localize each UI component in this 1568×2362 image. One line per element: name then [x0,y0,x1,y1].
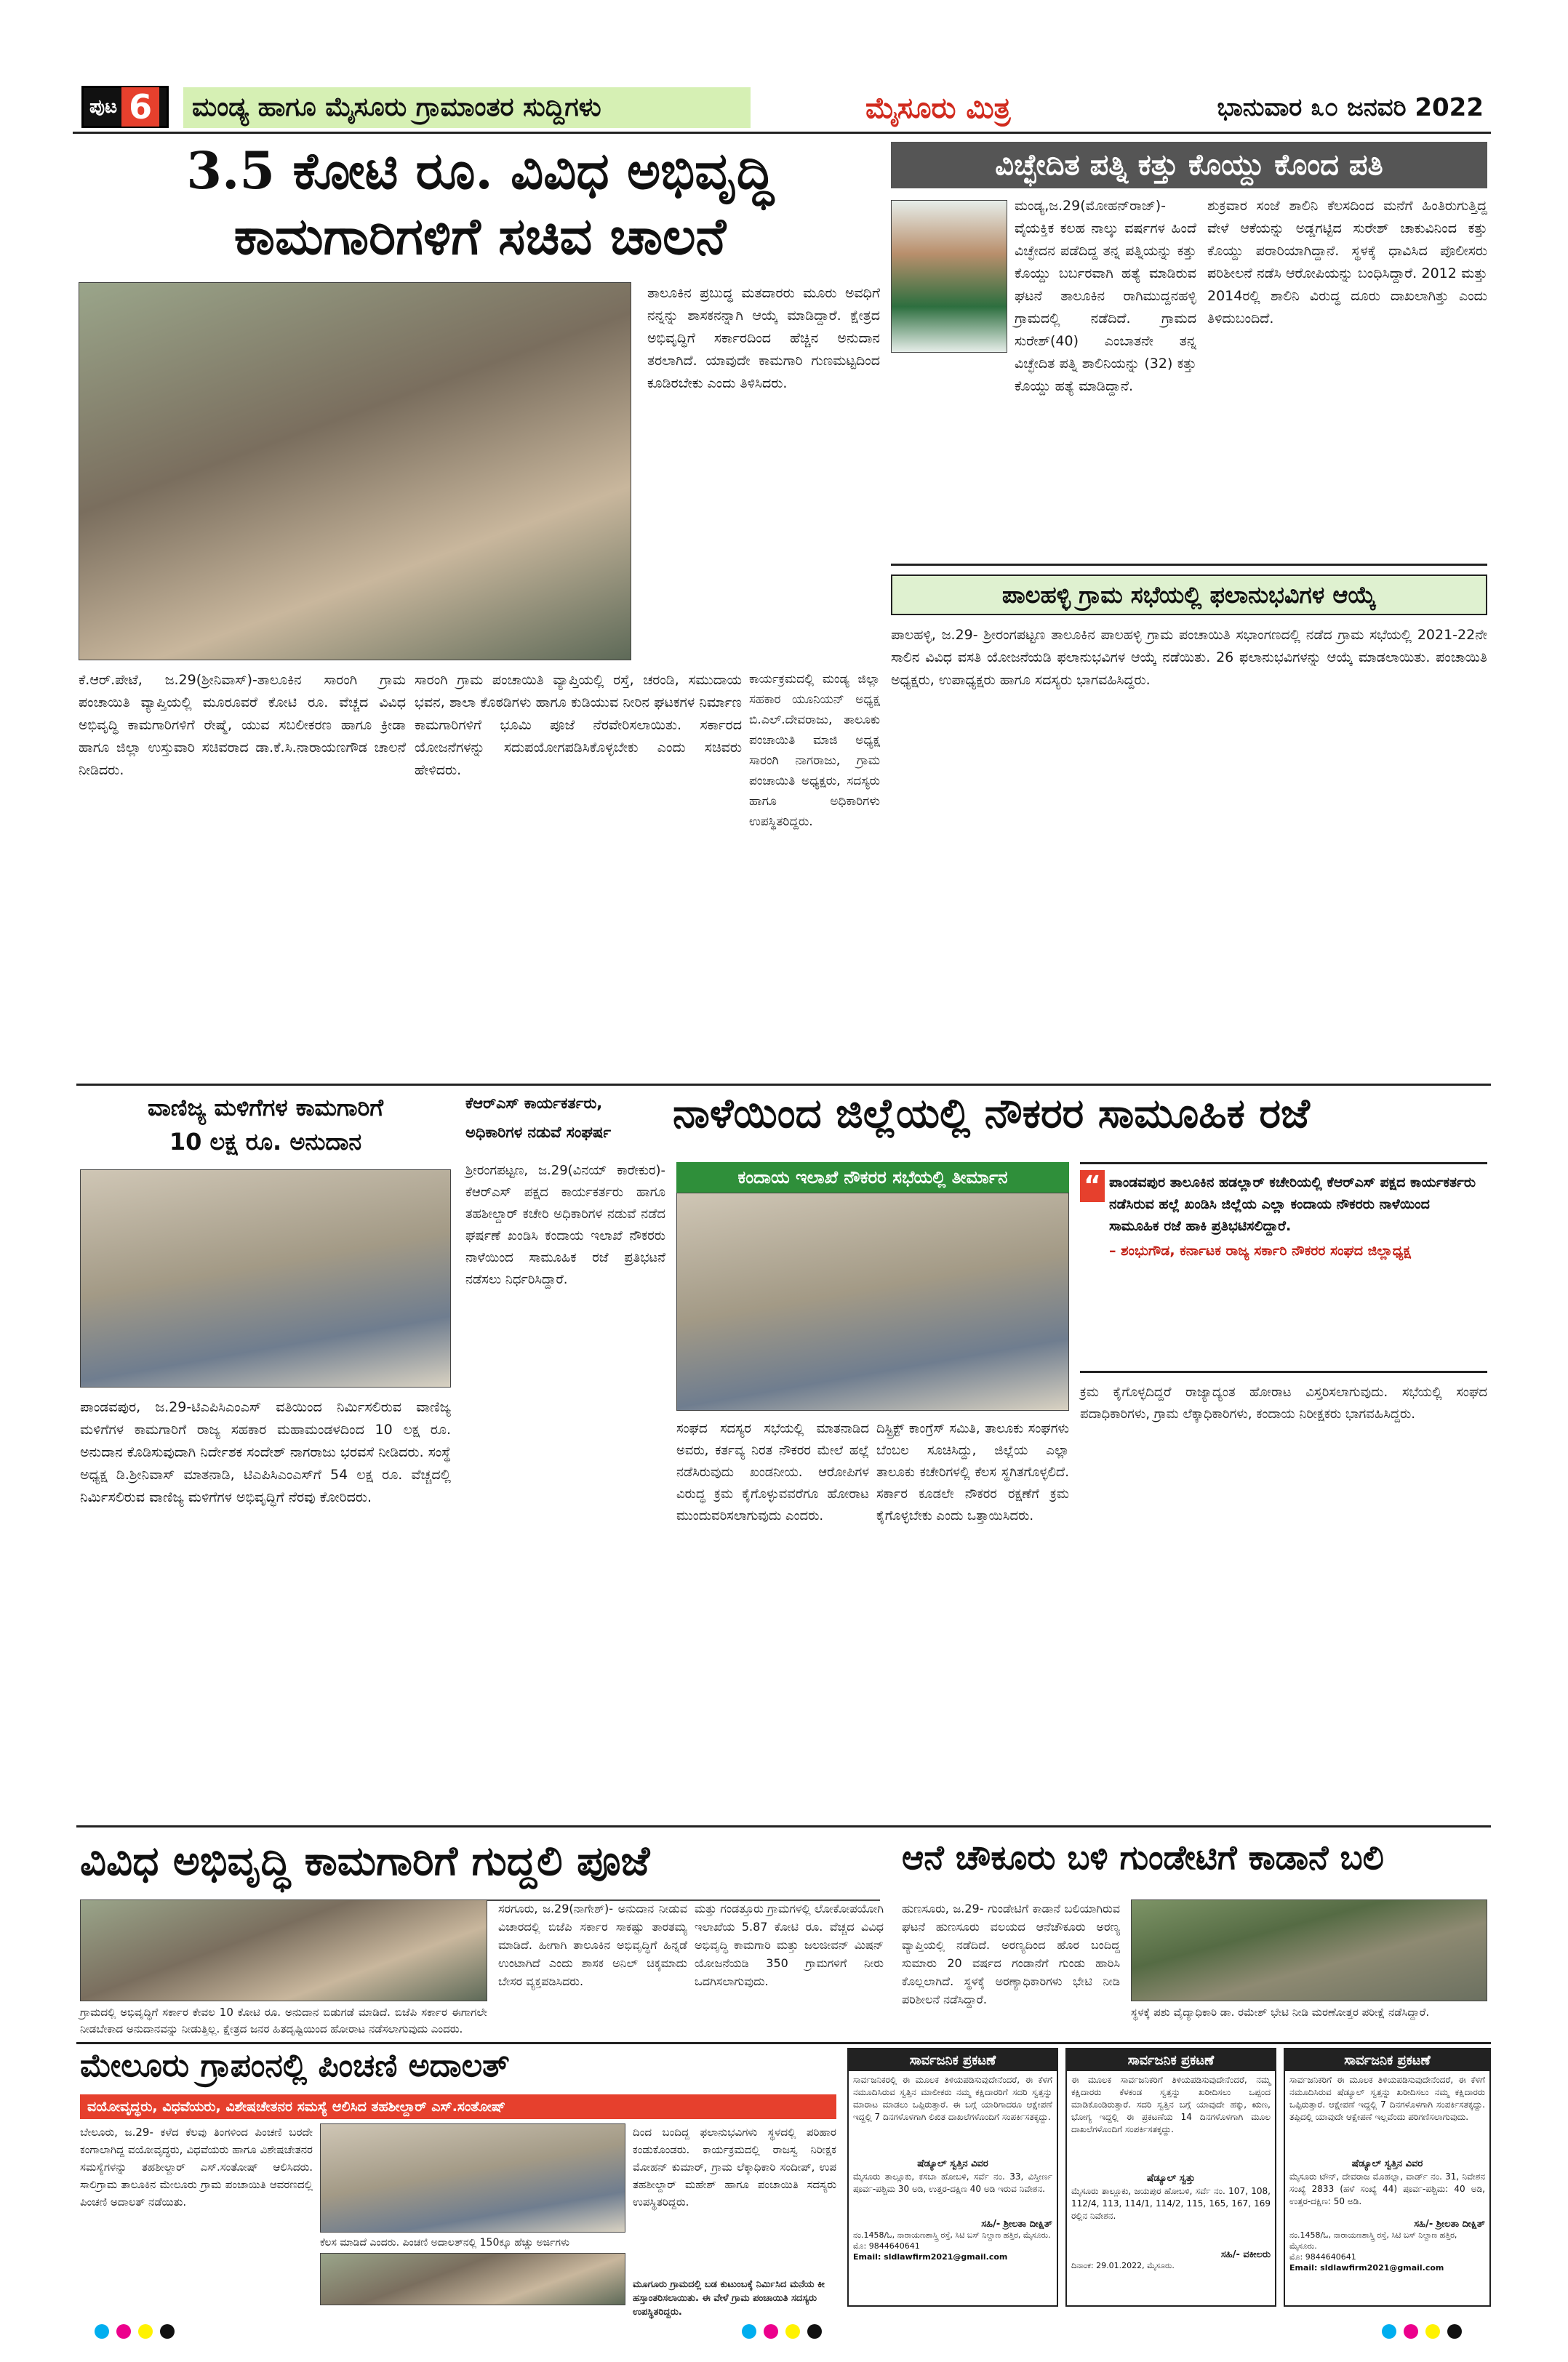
story5-col1: ಶ್ರೀರಂಗಪಟ್ಟಣ, ಜ.29(ವಿನಯ್ ಕಾರೇಕುರ)- ಕೆಆರ್‌ಎಸ್ ಪಕ್ಷದ ಕಾರ್ಯಕರ್ತರು ಹಾಗೂ ತಹಶೀಲ್ದಾರ್ ಕಚೇರಿ ಅಧಿಕಾರಿಗಳ ನಡುವೆ ನಡೆದ ಘರ್ಷಣೆ ಖಂಡಿಸಿ ಕಂದಾಯ ಇಲಾಖೆ ನೌಕರರು ನಾಳೆಯಿಂದ ಸಾಮೂಹಿಕ ರಜೆ ಪ್ರತಿಭಟನೆ ನಡೆಸಲು ನಿರ್ಧರಿಸಿದ್ದಾರೆ. [465,1163,665,1287]
quote-mark-icon: “ [1080,1170,1105,1202]
notice-1-email: Email: sldlawfirm2021@gmail.com [853,2252,1008,2262]
notice-3-mobile: ಮೊ: 9844640641 [1289,2252,1356,2262]
story4-headline-line1: ವಾಣಿಜ್ಯ ಮಳಿಗೆಗಳ ಕಾಮಗಾರಿಗೆ [147,1094,384,1121]
notice-2-body: ಈ ಮೂಲಕ ಸಾರ್ವಜನಿಕರಿಗೆ ತಿಳಿಯಪಡಿಸುವುದೇನೆಂದರೆ, ನಮ್ಮ ಕಕ್ಷಿದಾರರು ಕೆಳಕಂಡ ಸ್ವತ್ತನ್ನು ಖರೀದಿಸಲು ಒಪ್ಪಂದ ಮಾಡಿಕೊಂಡಿರುತ್ತಾರೆ. ಸದರಿ ಸ್ವತ್ತಿನ ಬಗ್ಗೆ ಯಾವುದೇ ಹಕ್ಕು, ಋಣ, ಭೋಗ್ಯ ಇದ್ದಲ್ಲಿ ಈ ಪ್ರಕಟಣೆಯ 14 ದಿನಗಳೊಳಗಾಗಿ ಮೂಲ ದಾಖಲೆಗಳೊಂದಿಗೆ ಸಂಪರ್ಕಿಸತಕ್ಕದ್ದು. [1071,2075,1271,2134]
story6-col2: ಮತ್ತು ಗಂಡತ್ತೂರು ಗ್ರಾಮಗಳಲ್ಲಿ ಲೋಕೋಪಯೋಗಿ ಇಲಾಖೆಯ 5.87 ಕೋಟಿ ರೂ. ವೆಚ್ಚದ ವಿವಿಧ ಅಭಿವೃದ್ಧಿ ಕಾಮಗಾರಿ ಮತ್ತು ಜಲಜೀವನ್ ಮಿಷನ್ ಯೋಜನೆಯಡಿ 350 ಗ್ರಾಮಗಳಿಗೆ ನೀರು ಒದಗಿಸಲಾಗುವುದು. [695,1902,884,1988]
story6-col3: ಗ್ರಾಮದಲ್ಲಿ ಅಭಿವೃದ್ಧಿಗೆ ಸರ್ಕಾರ ಕೇವಲ 10 ಕೋಟಿ ರೂ. ಅನುದಾನ ಬಿಡುಗಡೆ ಮಾಡಿದೆ. ಬಿಜೆಪಿ ಸರ್ಕಾರ ಈಗಾಗಲೇ ನೀಡಬೇಕಾದ ಅನುದಾನವನ್ನು ನೀಡುತ್ತಿಲ್ಲ. ಕ್ಷೇತ್ರದ ಜನರ ಹಿತದೃಷ್ಟಿಯಿಂದ ಹೋರಾಟ ನಡೆಸಲಾಗುವುದು ಎಂದರು. [80,2006,487,2035]
story5-photo [676,1193,1069,1411]
notice-2-signature: ಸಹಿ/- ವಕೀಲರು [1220,2249,1271,2260]
story6-col1: ಸರಗೂರು, ಜ.29(ನಾಗೇಶ್)- ಅನುದಾನ ನೀಡುವ ವಿಚಾರದಲ್ಲಿ ಬಿಜೆಪಿ ಸರ್ಕಾರ ಸಾಕಷ್ಟು ತಾರತಮ್ಯ ಮಾಡಿದೆ. ಹೀಗಾಗಿ ತಾಲೂಕಿನ ಅಭಿವೃದ್ಧಿಗೆ ಹಿನ್ನಡೆ ಉಂಟಾಗಿದೆ ಎಂದು ಶಾಸಕ ಅನಿಲ್ ಚಿಕ್ಕಮಾದು ಬೇಸರ ವ್ಯಕ್ತಪಡಿಸಿದರು. [498,1902,687,1988]
notice-3-body: ಸಾರ್ವಜನಿಕರಿಗೆ ಈ ಮೂಲಕ ತಿಳಿಯಪಡಿಸುವುದೇನೆಂದರೆ, ಈ ಕೆಳಗೆ ನಮೂದಿಸಿರುವ ಷೆಡ್ಯೂಲ್ ಸ್ವತ್ತನ್ನು ಖರೀದಿಸಲು ನಮ್ಮ ಕಕ್ಷಿದಾರರು ಒಪ್ಪಿರುತ್ತಾರೆ. ಆಕ್ಷೇಪಣೆ ಇದ್ದಲ್ಲಿ 7 ದಿನಗಳೊಳಗಾಗಿ ಸಂಪರ್ಕಿಸತಕ್ಕದ್ದು. ತಪ್ಪಿದಲ್ಲಿ ಯಾವುದೇ ಆಕ್ಷೇಪಣೆ ಇಲ್ಲವೆಂದು ಪರಿಗಣಿಸಲಾಗುವುದು. [1289,2075,1485,2122]
story4-photo [80,1169,451,1388]
story1-caption: ಕೆ.ಆರ್.ಪೇಟೆ, ಜ.29(ಶ್ರೀನಿವಾಸ್)-ತಾಲೂಕಿನ ಸಾರಂಗಿ ಗ್ರಾಮ ಪಂಚಾಯಿತಿ ವ್ಯಾಪ್ತಿಯಲ್ಲಿ ಮೂರೂವರೆ ಕೋಟಿ ರೂ. ವೆಚ್ಚದ ವಿವಿಧ ಅಭಿವೃದ್ಧಿ ಕಾಮಗಾರಿಗಳಿಗೆ ರೇಷ್ಮೆ, ಯುವ ಸಬಲೀಕರಣ ಹಾಗೂ ಕ್ರೀಡಾ ಹಾಗೂ ಜಿಲ್ಲಾ ಉಸ್ತುವಾರಿ ಸಚಿವರಾದ ಡಾ.ಕೆ.ಸಿ.ನಾರಾಯಣಗೌಡ ಚಾಲನೆ ನೀಡಿದರು. [79,672,406,778]
notice-3-schedule: ಷೆಡ್ಯೂಲ್ ಸ್ವತ್ತಿನ ವಿವರ [1351,2158,1423,2169]
story8-caption2: ಮೂಗೂರು ಗ್ರಾಮದಲ್ಲಿ ಬಡ ಕುಟುಂಬಕ್ಕೆ ನಿರ್ಮಿಸಿದ ಮನೆಯ ಕೀ ಹಸ್ತಾಂತರಿಸಲಾಯಿತು. ಈ ವೇಳೆ ಗ್ರಾಮ ಪಂಚಾಯಿತಿ ಸದಸ್ಯರು ಉಪಸ್ಥಿತರಿದ್ದರು. [633,2279,825,2318]
story1-col3: ಕಾರ್ಯಕ್ರಮದಲ್ಲಿ ಮಂಡ್ಯ ಜಿಲ್ಲಾ ಸಹಕಾರ ಯೂನಿಯನ್ ಅಧ್ಯಕ್ಷ ಬಿ.ಎಲ್.ದೇವರಾಜು, ತಾಲೂಕು ಪಂಚಾಯಿತಿ ಮಾಜಿ ಅಧ್ಯಕ್ಷ ಸಾರಂಗಿ ನಾಗರಾಜು, ಗ್ರಾಮ ಪಂಚಾಯಿತಿ ಅಧ್ಯಕ್ಷರು, ಸದಸ್ಯರು ಹಾಗೂ ಅಧಿಕಾರಿಗಳು ಉಪಸ್ಥಿತರಿದ್ದರು. [749,672,880,829]
registration-marks-center [742,2324,844,2342]
page-word: ಪುಟ [89,95,118,118]
story8-col1: ಬೇಲೂರು, ಜ.29- ಕಳೆದ ಕೆಲವು ತಿಂಗಳಿಂದ ಪಿಂಚಣಿ ಬರದೇ ಕಂಗಾಲಾಗಿದ್ದ ವಯೋವೃದ್ಧರು, ವಿಧವೆಯರು ಹಾಗೂ ವಿಶೇಷಚೇತನರ ಸಮಸ್ಯೆಗಳನ್ನು ತಹಶೀಲ್ದಾರ್ ಎಸ್.ಸಂತೋಷ್ ಆಲಿಸಿದರು. ಸಾಲಿಗ್ರಾಮ ತಾಲೂಕಿನ ಮೇಲೂರು ಗ್ರಾಮ ಪಂಚಾಯಿತಿ ಆವರಣದಲ್ಲಿ ಪಿಂಚಣಿ ಅದಾಲತ್ ನಡೆಯಿತು. [80,2126,313,2209]
story2-portrait [891,200,1007,353]
registration-marks-left [95,2324,196,2342]
story4-headline-line2: 10 ಲಕ್ಷ ರೂ. ಅನುದಾನ [169,1128,362,1156]
story2-col1: ಮಂಡ್ಯ,ಜ.29(ಮೋಹನ್‌ರಾಜ್)-ವೈಯಕ್ತಿಕ ಕಲಹ ನಾಲ್ಕು ವರ್ಷಗಳ ಹಿಂದೆ ವಿಚ್ಛೇದನ ಪಡೆದಿದ್ದ ತನ್ನ ಪತ್ನಿಯನ್ನು ಕತ್ತು ಕೊಯ್ದು ಬರ್ಬರವಾಗಿ ಹತ್ಯೆ ಮಾಡಿರುವ ಘಟನೆ ತಾಲೂಕಿನ ರಾಗಿಮುದ್ದನಹಳ್ಳಿ ಗ್ರಾಮದಲ್ಲಿ ನಡೆದಿದೆ. ಗ್ರಾಮದ ಸುರೇಶ್(40) ಎಂಬಾತನೇ ತನ್ನ ವಿಚ್ಛೇದಿತ ಪತ್ನಿ ಶಾಲಿನಿಯನ್ನು (32) ಕತ್ತು ಕೊಯ್ದು ಹತ್ಯೆ ಮಾಡಿದ್ದಾನೆ. [1015,198,1196,394]
story7-col1: ಹುಣಸೂರು, ಜ.29- ಗುಂಡೇಟಿಗೆ ಕಾಡಾನೆ ಬಲಿಯಾಗಿರುವ ಘಟನೆ ಹುಣಸೂರು ವಲಯದ ಆನೆಚೌಕೂರು ಅರಣ್ಯ ವ್ಯಾಪ್ತಿಯಲ್ಲಿ ನಡೆದಿದೆ. ಅರಣ್ಯದಿಂದ ಹೊರ ಬಂದಿದ್ದ ಸುಮಾರು 20 ವರ್ಷದ ಗಂಡಾನೆಗೆ ಗುಂಡು ಹಾರಿಸಿ ಕೊಲ್ಲಲಾಗಿದೆ. ಸ್ಥಳಕ್ಕೆ ಅರಣ್ಯಾಧಿಕಾರಿಗಳು ಭೇಟಿ ನೀಡಿ ಪರಿಶೀಲನೆ ನಡೆಸಿದ್ದಾರೆ. [902,1902,1120,2006]
notice-3-schedule-text: ಮೈಸೂರು ಟೌನ್, ದೇವರಾಜ ಮೊಹಲ್ಲಾ, ವಾರ್ಡ್ ನಂ. 31, ನಿವೇಶನ ಸಂಖ್ಯೆ 2833 (ಹಳೆ ಸಂಖ್ಯೆ 44) ಪೂರ್ವ-ಪಶ್ಚಿಮ: 40 ಅಡಿ, ಉತ್ತರ-ದಕ್ಷಿಣ: 50 ಅಡಿ. [1289,2171,1485,2206]
story8-col2: ದಿಂದ ಬಂದಿದ್ದ ಫಲಾನುಭವಿಗಳು ಸ್ಥಳದಲ್ಲಿ ಪರಿಹಾರ ಕಂಡುಕೊಂಡರು. ಕಾರ್ಯಕ್ರಮದಲ್ಲಿ ರಾಜಸ್ವ ನಿರೀಕ್ಷಕ ಮೋಹನ್ ಕುಮಾರ್, ಗ್ರಾಮ ಲೆಕ್ಕಾಧಿಕಾರಿ ಸಂದೀಪ್, ಉಪ ತಹಶೀಲ್ದಾರ್ ಮಹೇಶ್ ಹಾಗೂ ಪಂಚಾಯಿತಿ ಸದಸ್ಯರು ಉಪಸ್ಥಿತರಿದ್ದರು. [633,2126,836,2209]
notice-1-title: ಸಾರ್ವಜನಿಕ ಪ್ರಕಟಣೆ [849,2049,1057,2071]
row-anchor [76,1262,1491,1264]
story5-col3: ದಿಸ್ಟ್ರಿಕ್ಟ್ ಕಾಂಗ್ರೆಸ್ ಸಮಿತಿ, ತಾಲೂಕು ಸಂಘಗಳು ಬೆಂಬಲ ಸೂಚಿಸಿದ್ದು, ಜಿಲ್ಲೆಯ ಎಲ್ಲಾ ತಾಲೂಕು ಕಚೇರಿಗಳಲ್ಲಿ ಕೆಲಸ ಸ್ಥಗಿತಗೊಳ್ಳಲಿದೆ. ಸರ್ಕಾರ ಕೂಡಲೇ ನೌಕರರ ರಕ್ಷಣೆಗೆ ಕ್ರಮ ಕೈಗೊಳ್ಳಬೇಕು ಎಂದು ಒತ್ತಾಯಿಸಿದರು. [876,1421,1069,1524]
story2-col2: ಶುಕ್ರವಾರ ಸಂಜೆ ಶಾಲಿನಿ ಕೆಲಸದಿಂದ ಮನೆಗೆ ಹಿಂತಿರುಗುತ್ತಿದ್ದ ವೇಳೆ ಆಕೆಯನ್ನು ಅಡ್ಡಗಟ್ಟಿದ ಸುರೇಶ್ ಚಾಕುವಿನಿಂದ ಕತ್ತು ಕೊಯ್ದು ಪರಾರಿಯಾಗಿದ್ದಾನೆ. ಸ್ಥಳಕ್ಕೆ ಧಾವಿಸಿದ ಪೊಲೀಸರು ಪರಿಶೀಲನೆ ನಡೆಸಿ ಆರೋಪಿಯನ್ನು ಬಂಧಿಸಿದ್ದಾರೆ. 2012 ಮತ್ತು 2014ರಲ್ಲಿ ಶಾಲಿನಿ ವಿರುದ್ಧ ದೂರು ದಾಖಲಾಗಿತ್ತು ಎಂದು ತಿಳಿದುಬಂದಿದೆ. [1207,198,1487,327]
story3-headline: ಪಾಲಹಳ್ಳಿ ಗ್ರಾಮ ಸಭೆಯಲ್ಲಿ ಫಲಾನುಭವಿಗಳ ಆಯ್ಕೆ [891,575,1487,615]
story5-photo-banner: ಕಂದಾಯ ಇಲಾಖೆ ನೌಕರರ ಸಭೆಯಲ್ಲಿ ತೀರ್ಮಾನ [676,1162,1069,1193]
notice-3-email: Email: sldlawfirm2021@gmail.com [1289,2263,1444,2273]
story5-quote-author: – ಶಂಭುಗೌಡ, ಕರ್ನಾಟಕ ರಾಜ್ಯ ಸರ್ಕಾರಿ ನೌಕರರ ಸಂಘದ ಜಿಲ್ಲಾಧ್ಯಕ್ಷ [1109,1243,1411,1259]
issue-date: ಭಾನುವಾರ ೩೦ ಜನವರಿ 2022 [1217,93,1484,122]
notice-1-body: ಸಾರ್ವಜನಿಕರಲ್ಲಿ ಈ ಮೂಲಕ ತಿಳಿಯಪಡಿಸುವುದೇನೆಂದರೆ, ಈ ಕೆಳಗೆ ನಮೂದಿಸಿರುವ ಸ್ವತ್ತಿನ ಮಾಲೀಕರು ನಮ್ಮ ಕಕ್ಷಿದಾರರಿಗೆ ಸದರಿ ಸ್ವತ್ತನ್ನು ಮಾರಾಟ ಮಾಡಲು ಒಪ್ಪಿರುತ್ತಾರೆ. ಈ ಬಗ್ಗೆ ಯಾರಿಗಾದರೂ ಆಕ್ಷೇಪಣೆ ಇದ್ದಲ್ಲಿ 7 ದಿನಗಳೊಳಗಾಗಿ ಲಿಖಿತ ದಾಖಲೆಗಳೊಂದಿಗೆ ಸಂಪರ್ಕಿಸತಕ್ಕದ್ದು. [853,2075,1052,2122]
story8-photo1 [320,2123,625,2233]
notice-1-signature: ಸಹಿ/- ಶ್ರೀಲತಾ ದೀಕ್ಷಿತ್ [981,2219,1052,2230]
story1-photo [79,282,631,660]
page-number-badge [81,86,169,128]
notice-3 [1284,2048,1491,2307]
story7-headline: ಆನೆ ಚೌಕೂರು ಬಳಿ ಗುಂಡೇಟಿಗೆ ಕಾಡಾನೆ ಬಲಿ [902,1838,1384,1877]
masthead-logo: ಮೈಸೂರು ಮಿತ್ರ [865,90,1011,125]
story8-caption1: ಕೆಲಸ ಮಾಡಿದೆ ಎಂದರು. ಪಿಂಚಣಿ ಅದಾಲತ್‌ನಲ್ಲಿ 150ಕ್ಕೂ ಹೆಚ್ಚು ಅರ್ಜಿಗಳು [320,2237,570,2249]
story1-col1: ಸಾರಂಗಿ ಗ್ರಾಮ ಪಂಚಾಯಿತಿ ವ್ಯಾಪ್ತಿಯಲ್ಲಿ ರಸ್ತೆ, ಚರಂಡಿ, ಸಮುದಾಯ ಭವನ, ಶಾಲಾ ಕೊಠಡಿಗಳು ಹಾಗೂ ಕುಡಿಯುವ ನೀರಿನ ಘಟಕಗಳ ನಿರ್ಮಾಣ ಕಾಮಗಾರಿಗಳಿಗೆ ಭೂಮಿ ಪೂಜೆ ನೆರವೇರಿಸಲಾಯಿತು. ಸರ್ಕಾರದ ಯೋಜನೆಗಳನ್ನು ಸದುಪಯೋಗಪಡಿಸಿಕೊಳ್ಳಬೇಕು ಎಂದು ಸಚಿವರು ಹೇಳಿದರು. [415,672,742,778]
story8-headline: ಮೇಲೂರು ಗ್ರಾಪಂನಲ್ಲಿ ಪಿಂಚಣಿ ಅದಾಲತ್ [80,2047,510,2084]
notice-3-address: ನಂ.1458/ಓ, ನಾರಾಯಣಶಾಸ್ತ್ರಿ ರಸ್ತೆ, ಸಿಟಿ ಬಸ್ ನಿಲ್ದಾಣ ಹತ್ತಿರ, ಮೈಸೂರು. [1289,2230,1457,2251]
story2-divider [891,564,1487,566]
row-divider-1 [76,1084,1491,1086]
story4-text: ಪಾಂಡವಪುರ, ಜ.29-ಟಿಎಪಿಸಿಎಂಎಸ್ ವತಿಯಿಂದ ನಿರ್ಮಿಸಲಿರುವ ವಾಣಿಜ್ಯ ಮಳಿಗೆಗಳ ಕಾಮಗಾರಿಗೆ ರಾಜ್ಯ ಸಹಕಾರ ಮಹಾಮಂಡಳದಿಂದ 10 ಲಕ್ಷ ರೂ. ಅನುದಾನ ಕೊಡಿಸುವುದಾಗಿ ನಿರ್ದೇಶಕ ಸಂದೇಶ್ ನಾಗರಾಜು ಭರವಸೆ ನೀಡಿದರು. ಸಂಸ್ಥೆ ಅಧ್ಯಕ್ಷ ಡಿ.ಶ್ರೀನಿವಾಸ್ ಮಾತನಾಡಿ, ಟಿಎಪಿಸಿಎಂಎಸ್‌ಗೆ 54 ಲಕ್ಷ ರೂ. ವೆಚ್ಚದಲ್ಲಿ ನಿರ್ಮಿಸಲಿರುವ ವಾಣಿಜ್ಯ ಮಳಿಗೆಗಳ ಅಭಿವೃದ್ಧಿಗೆ ನೆರವು ಕೋರಿದರು. [80,1399,451,1505]
story1-headline-line2: ಕಾಮಗಾರಿಗಳಿಗೆ ಸಚಿವ ಚಾಲನೆ [233,206,727,266]
story5-col4: ಕ್ರಮ ಕೈಗೊಳ್ಳದಿದ್ದರೆ ರಾಜ್ಯಾದ್ಯಂತ ಹೋರಾಟ ವಿಸ್ತರಿಸಲಾಗುವುದು. ಸಭೆಯಲ್ಲಿ ಸಂಘದ ಪದಾಧಿಕಾರಿಗಳು, ಗ್ರಾಮ ಲೆಕ್ಕಾಧಿಕಾರಿಗಳು, ಕಂದಾಯ ನಿರೀಕ್ಷಕರು ಭಾಗವಹಿಸಿದ್ದರು. [1080,1385,1487,1422]
story1-headline-line1: 3.5 ಕೋಟಿ ರೂ. ವಿವಿಧ ಅಭಿವೃದ್ಧಿ [186,140,774,201]
notice-3-signature: ಸಹಿ/- ಶ್ರೀಲತಾ ದೀಕ್ಷಿತ್ [1414,2219,1485,2230]
story5-headline: ನಾಳೆಯಿಂದ ಜಿಲ್ಲೆಯಲ್ಲಿ ನೌಕರರ ಸಾಮೂಹಿಕ ರಜೆ [673,1090,1310,1137]
story2-headline: ವಿಚ್ಛೇದಿತ ಪತ್ನಿ ಕತ್ತು ಕೊಯ್ದು ಕೊಂದ ಪತಿ [891,142,1487,188]
notice-1-schedule-text: ಮೈಸೂರು ತಾಲ್ಲೂಕು, ಕಸಬಾ ಹೋಬಳಿ, ಸರ್ವೆ ನಂ. 33, ವಿಸ್ತೀರ್ಣ ಪೂರ್ವ-ಪಶ್ಚಿಮ 30 ಅಡಿ, ಉತ್ತರ-ದಕ್ಷಿಣ 40 ಅಡಿ ಇರುವ ನಿವೇಶನ. [853,2171,1052,2194]
notice-1-schedule: ಷೆಡ್ಯೂಲ್ ಸ್ವತ್ತಿನ ವಿವರ [917,2158,988,2169]
story6-headline: ವಿವಿಧ ಅಭಿವೃದ್ಧಿ ಕಾಮಗಾರಿಗೆ ಗುದ್ದಲಿ ಪೂಜೆ [80,1838,650,1885]
story5-quote-box [1080,1162,1487,1373]
registration-marks-right [1382,2324,1484,2342]
story1-col2: ತಾಲೂಕಿನ ಪ್ರಬುದ್ಧ ಮತದಾರರು ಮೂರು ಅವಧಿಗೆ ನನ್ನನ್ನು ಶಾಸಕನನ್ನಾಗಿ ಆಯ್ಕೆ ಮಾಡಿದ್ದಾರೆ. ಕ್ಷೇತ್ರದ ಅಭಿವೃದ್ಧಿಗೆ ಸರ್ಕಾರದಿಂದ ಹೆಚ್ಚಿನ ಅನುದಾನ ತರಲಾಗಿದೆ. ಯಾವುದೇ ಕಾಮಗಾರಿ ಗುಣಮಟ್ಟದಿಂದ ಕೂಡಿರಬೇಕು ಎಂದು ತಿಳಿಸಿದರು. [647,285,880,391]
row-divider-3 [76,2042,1491,2044]
story8-subhead: ವಯೋವೃದ್ಧರು, ವಿಧವೆಯರು, ವಿಶೇಷಚೇತನರ ಸಮಸ್ಯೆ ಆಲಿಸಿದ ತಹಶೀಲ್ದಾರ್ ಎಸ್.ಸಂತೋಷ್ [80,2094,836,2119]
story5-col2: ಸಂಘದ ಸದಸ್ಯರ ಸಭೆಯಲ್ಲಿ ಮಾತನಾಡಿದ ಅವರು, ಕರ್ತವ್ಯ ನಿರತ ನೌಕರರ ಮೇಲೆ ಹಲ್ಲೆ ನಡೆಸಿರುವುದು ಖಂಡನೀಯ. ಆರೋಪಿಗಳ ವಿರುದ್ಧ ಕ್ರಮ ಕೈಗೊಳ್ಳುವವರೆಗೂ ಹೋರಾಟ ಮುಂದುವರಿಸಲಾಗುವುದು ಎಂದರು. [676,1421,869,1524]
page-number: 6 [121,87,159,127]
notice-2-schedule-text: ಮೈಸೂರು ತಾಲ್ಲೂಕು, ಜಯಪುರ ಹೋಬಳಿ, ಸರ್ವೆ ನಂ. 107, 108, 112/4, 113, 114/1, 114/2, 115, 165, 167, 169 ರಲ್ಲಿನ ನಿವೇಶನ. [1071,2186,1271,2221]
story8-photo2 [320,2253,625,2305]
story5-quote: ಪಾಂಡವಪುರ ತಾಲೂಕಿನ ಹಡಲ್ಲಾರ್ ಕಚೇರಿಯಲ್ಲಿ ಕೆಆರ್‌ಎಸ್ ಪಕ್ಷದ ಕಾರ್ಯಕರ್ತರು ನಡೆಸಿರುವ ಹಲ್ಲೆ ಖಂಡಿಸಿ ಜಿಲ್ಲೆಯ ಎಲ್ಲಾ ಕಂದಾಯ ನೌಕರರು ನಾಳೆಯಿಂದ ಸಾಮೂಹಿಕ ರಜೆ ಹಾಕಿ ಪ್ರತಿಭಟಿಸಲಿದ್ದಾರೆ. [1109,1174,1476,1234]
notice-2-schedule: ಷೆಡ್ಯೂಲ್ ಸ್ವತ್ತು [1146,2173,1196,2184]
notice-2-title: ಸಾರ್ವಜನಿಕ ಪ್ರಕಟಣೆ [1067,2049,1275,2071]
notice-2-address: ದಿನಾಂಕ: 29.01.2022, ಮೈಸೂರು. [1071,2261,1175,2270]
notice-1 [847,2048,1058,2307]
notice-3-title: ಸಾರ್ವಜನಿಕ ಪ್ರಕಟಣೆ [1285,2049,1489,2071]
notice-1-mobile: ಮೊ: 9844640641 [853,2241,920,2251]
story6-photo [80,1899,487,2001]
story7-caption: ಸ್ಥಳಕ್ಕೆ ಪಶು ವೈದ್ಯಾಧಿಕಾರಿ ಡಾ. ರಮೇಶ್ ಭೇಟಿ ನೀಡಿ ಮರಣೋತ್ತರ ಪರೀಕ್ಷೆ ನಡೆಸಿದ್ದಾರೆ. [1131,2006,1430,2019]
row-divider-2 [76,1825,1491,1827]
section-title: ಮಂಡ್ಯ ಹಾಗೂ ಮೈಸೂರು ಗ್ರಾಮಾಂತರ ಸುದ್ದಿಗಳು [183,87,751,128]
story5-kicker-line2: ಅಧಿಕಾರಿಗಳ ನಡುವೆ ಸಂಘರ್ಷ [465,1124,612,1141]
story7-elephant-photo [1131,1899,1487,2001]
notice-2 [1065,2048,1276,2307]
story5-kicker-line1: ಕೆಆರ್‌ಎಸ್ ಕಾರ್ಯಕರ್ತರು, [465,1094,603,1112]
story3-text: ಪಾಲಹಳ್ಳಿ, ಜ.29- ಶ್ರೀರಂಗಪಟ್ಟಣ ತಾಲೂಕಿನ ಪಾಲಹಳ್ಳಿ ಗ್ರಾಮ ಪಂಚಾಯಿತಿ ಸಭಾಂಗಣದಲ್ಲಿ ನಡೆದ ಗ್ರಾಮ ಸಭೆಯಲ್ಲಿ 2021-22ನೇ ಸಾಲಿನ ವಿವಿಧ ವಸತಿ ಯೋಜನೆಯಡಿ ಫಲಾನುಭವಿಗಳ ಆಯ್ಕೆ ನಡೆಯಿತು. 26 ಫಲಾನುಭವಿಗಳನ್ನು ಆಯ್ಕೆ ಮಾಡಲಾಯಿತು. ಪಂಚಾಯಿತಿ ಅಧ್ಯಕ್ಷರು, ಉಪಾಧ್ಯಕ್ಷರು ಹಾಗೂ ಸದಸ್ಯರು ಭಾಗವಹಿಸಿದ್ದರು. [891,627,1487,688]
notice-1-address: ನಂ.1458/ಓ, ನಾರಾಯಣಶಾಸ್ತ್ರಿ ರಸ್ತೆ, ಸಿಟಿ ಬಸ್ ನಿಲ್ದಾಣ ಹತ್ತಿರ, ಮೈಸೂರು. [853,2230,1051,2240]
